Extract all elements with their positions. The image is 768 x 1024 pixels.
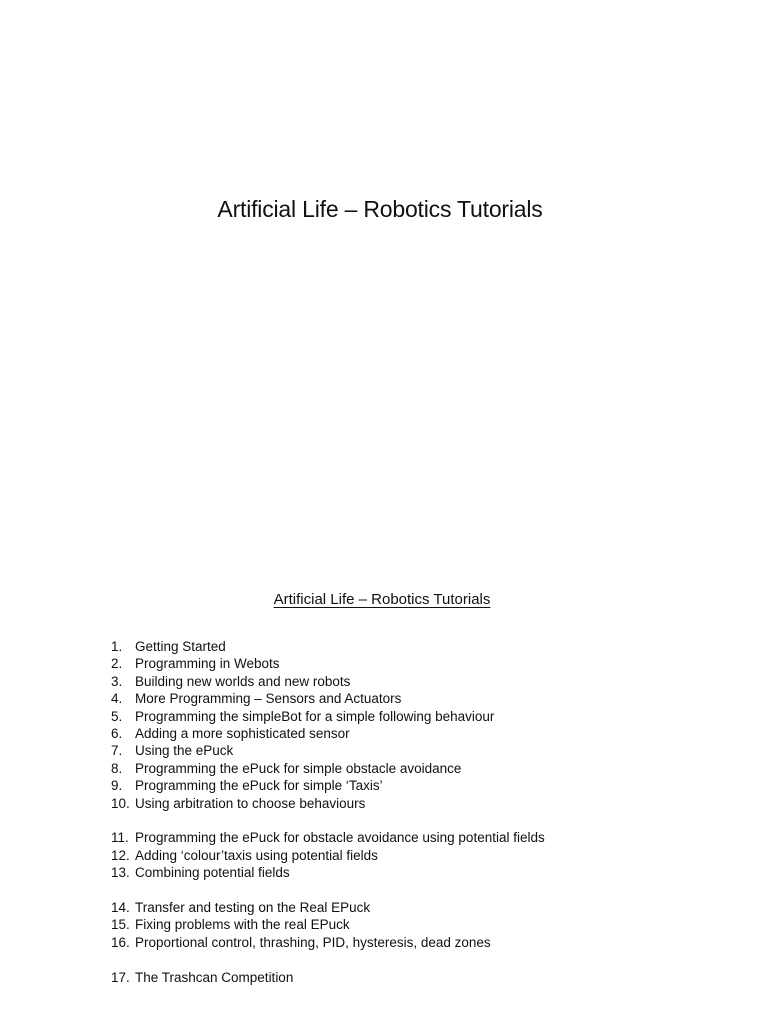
toc-group xyxy=(111,638,751,812)
toc-item-text: Using the ePuck xyxy=(135,743,234,759)
toc-item-text: Transfer and testing on the Real EPuck xyxy=(135,900,371,916)
toc-item xyxy=(111,969,751,986)
toc-item-text: Combining potential fields xyxy=(135,865,290,881)
cover-title: Artificial Life – Robotics Tutorials xyxy=(217,196,543,222)
toc-item-text: More Programming – Sensors and Actuators xyxy=(135,691,402,707)
toc-item-number: 4. xyxy=(111,691,123,707)
toc-item-number: 1. xyxy=(111,639,123,654)
toc-item-number: 12. xyxy=(111,847,130,863)
toc-item-text: Adding a more sophisticated sensor xyxy=(135,726,350,742)
toc-item xyxy=(111,760,751,777)
toc-item-text: Building new worlds and new robots xyxy=(135,673,351,689)
toc-item xyxy=(111,725,751,742)
toc-item-number: 17. xyxy=(111,969,130,985)
toc-group xyxy=(111,829,751,881)
toc-item-number: 14. xyxy=(111,900,130,916)
toc-item xyxy=(111,708,751,725)
toc-item-number: 16. xyxy=(111,934,130,950)
toc-group xyxy=(111,899,751,951)
toc-item-number: 13. xyxy=(111,865,130,881)
toc-item xyxy=(111,777,751,794)
toc-item xyxy=(111,829,751,846)
toc-item xyxy=(111,795,751,812)
toc-item-text: Using arbitration to choose behaviours xyxy=(135,795,366,811)
toc-item-number: 2. xyxy=(111,656,123,672)
toc-item-number: 5. xyxy=(111,708,123,724)
toc-item-number: 9. xyxy=(111,778,123,794)
toc-item xyxy=(111,864,751,881)
toc-item xyxy=(111,916,751,933)
toc-item-number: 6. xyxy=(111,726,123,742)
toc-item-text: Programming the ePuck for simple ‘Taxis’ xyxy=(135,778,383,794)
toc-item xyxy=(111,690,751,707)
toc-item-text: Programming the ePuck for simple obstacle avoidance xyxy=(135,760,462,776)
toc-item xyxy=(111,899,751,916)
table-of-contents xyxy=(111,638,751,986)
toc-group xyxy=(111,969,751,986)
toc-item-text: Adding ‘colour’taxis using potential fields xyxy=(135,847,378,863)
toc-item-number: 15. xyxy=(111,917,130,933)
toc-item xyxy=(111,638,751,655)
toc-item-text: Getting Started xyxy=(135,639,226,654)
toc-item-number: 10. xyxy=(111,795,130,811)
toc-item-number: 7. xyxy=(111,743,123,759)
toc-item-number: 8. xyxy=(111,760,123,776)
toc-item xyxy=(111,847,751,864)
toc-item xyxy=(111,934,751,951)
toc-title: Artificial Life – Robotics Tutorials xyxy=(273,591,491,608)
toc-item-text: Programming in Webots xyxy=(135,656,280,672)
toc-item-text: Programming the ePuck for obstacle avoidance using potential fields xyxy=(135,830,545,846)
toc-item-text: Programming the simpleBot for a simple following behaviour xyxy=(135,708,495,724)
toc-item xyxy=(111,742,751,759)
toc-item-number: 11. xyxy=(111,830,129,846)
toc-item xyxy=(111,655,751,672)
toc-item-text: Fixing problems with the real EPuck xyxy=(135,917,350,933)
toc-item xyxy=(111,673,751,690)
toc-item-text: The Trashcan Competition xyxy=(135,969,294,985)
toc-item-number: 3. xyxy=(111,673,123,689)
toc-item-text: Proportional control, thrashing, PID, hysteresis, dead zones xyxy=(135,934,491,950)
